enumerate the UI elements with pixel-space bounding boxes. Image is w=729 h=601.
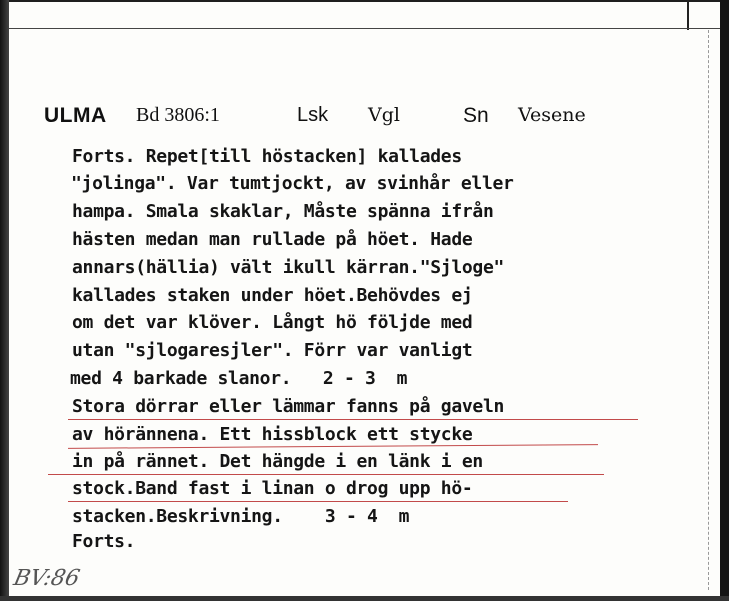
text-line: "jolinga". Var tumtjockt, av svinhår eller — [71, 173, 514, 194]
text-line: annars(hällia) vält ikull kärran."Sjloge" — [72, 257, 505, 278]
handwritten-signature: BV:86 — [11, 566, 82, 591]
text-line: hästen medan man rullade på höet. Hade — [72, 229, 473, 250]
scan-edge-top — [0, 0, 729, 2]
red-underline — [68, 501, 568, 502]
text-line: Forts. Repet[till höstacken] kallades — [72, 146, 462, 167]
text-line: stock.Band fast i linan o drog upp hö- — [72, 478, 473, 499]
top-divider — [687, 0, 689, 30]
scan-edge-right — [720, 0, 729, 601]
text-line: utan "sjlogaresjler". Förr var vanligt — [72, 340, 473, 361]
parish-label: Sn — [463, 104, 489, 127]
margin-dashed-line — [708, 30, 709, 590]
red-underline — [68, 419, 638, 420]
province-code: Vgl — [368, 104, 400, 126]
scan-edge-bottom — [0, 596, 729, 601]
archive-code: ULMA — [44, 104, 107, 127]
text-line: Stora dörrar eller lämmar fanns på gaveln — [72, 396, 505, 417]
text-line: in på rännet. Det hängde i en länk i en — [72, 451, 483, 472]
text-line: Forts. — [72, 531, 136, 552]
district-code: Lsk — [297, 104, 329, 126]
text-line: av hörännena. Ett hissblock ett stycke — [72, 424, 473, 445]
volume-number: Bd 3806:1 — [136, 104, 220, 126]
scan-edge-left — [0, 0, 9, 601]
text-line: om det var klöver. Långt hö följde med — [72, 312, 473, 333]
card-header — [44, 104, 644, 134]
parish-name: Vesene — [518, 104, 586, 126]
text-line: kallades staken under höet.Behövdes ej — [72, 285, 473, 306]
text-line: stacken.Beskrivning. 3 - 4 m — [72, 506, 410, 527]
text-line: med 4 barkade slanor. 2 - 3 m — [70, 368, 408, 389]
top-rule — [9, 28, 720, 29]
red-underline — [48, 474, 604, 475]
text-line: hampa. Smala skaklar, Måste spänna ifrån — [72, 201, 494, 222]
